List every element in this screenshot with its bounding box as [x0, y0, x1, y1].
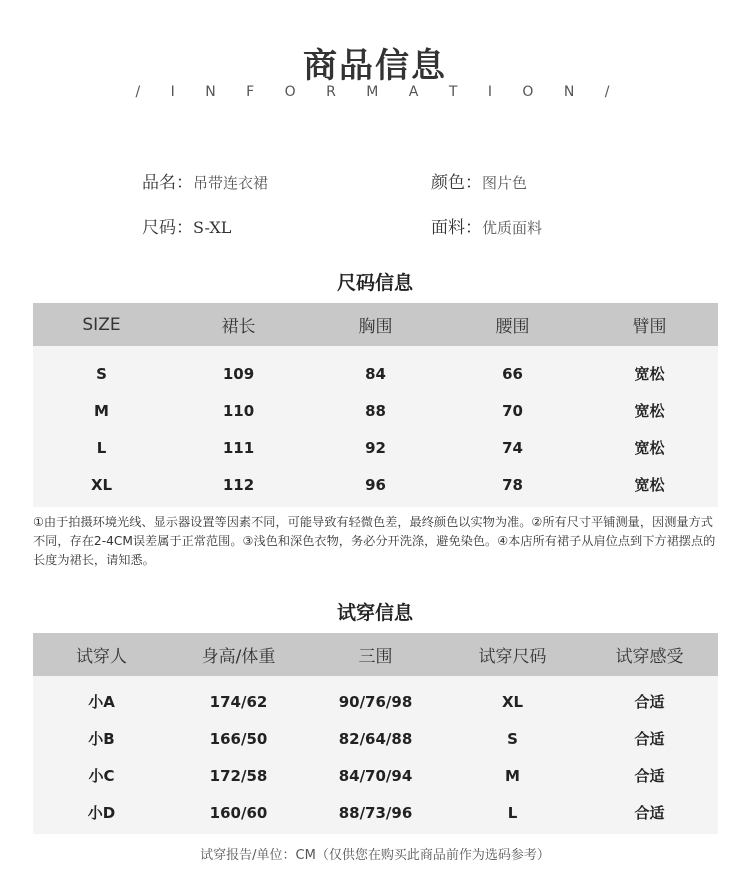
size-cell: 112 — [222, 475, 255, 494]
tryon-cell: 小A — [88, 693, 115, 711]
info-color-label: 颜色： — [431, 173, 482, 193]
size-cell: 109 — [222, 364, 255, 383]
size-table-header — [33, 303, 718, 346]
table-row — [33, 466, 718, 503]
info-size — [142, 213, 231, 238]
size-cell: L — [96, 438, 107, 457]
info-fabric — [431, 213, 542, 238]
page-subtitle: / I N F O R M A T I O N / — [135, 84, 623, 100]
size-col-header: 腰围 — [495, 317, 530, 337]
info-color-value: 图片色 — [482, 174, 528, 192]
tryon-table-header — [33, 633, 718, 676]
size-cell: S — [96, 364, 107, 383]
info-name — [142, 168, 268, 193]
size-cell: 70 — [502, 401, 523, 420]
tryon-cell: 合适 — [634, 767, 665, 785]
tryon-cell: S — [507, 729, 518, 748]
size-cell: 88 — [365, 401, 386, 420]
size-cell: 84 — [365, 364, 386, 383]
size-col-header: 臂围 — [632, 317, 667, 337]
tryon-cell: 合适 — [634, 693, 665, 711]
size-cell: 宽松 — [634, 439, 665, 457]
tryon-cell: 160/60 — [209, 803, 268, 822]
tryon-cell: 小D — [87, 804, 116, 822]
size-cell: 74 — [502, 438, 523, 457]
tryon-table — [33, 633, 718, 834]
size-cell: 96 — [365, 475, 386, 494]
info-size-label: 尺码： — [142, 218, 193, 238]
info-fabric-value: 优质面料 — [482, 219, 543, 237]
table-row — [33, 355, 718, 392]
tryon-cell: 合适 — [634, 804, 665, 822]
tryon-col-header: 身高/体重 — [201, 647, 276, 667]
info-name-value: 吊带连衣裙 — [193, 174, 269, 192]
tryon-cell: 小C — [88, 767, 115, 785]
table-row — [33, 720, 718, 757]
tryon-cell: XL — [501, 692, 524, 711]
tryon-cell: L — [507, 803, 518, 822]
size-note: ①由于拍摄环境光线、显示器设置等因素不同，可能导致有轻微色差，最终颜色以实物为准。②所有尺寸平铺测量，因测量方式不同，存在2-4CM误差属于正常范围。③浅色和深色衣物，务必分开洗涤，避免染色。④本店所有裙子从肩位点到下方裙摆点的长度为裙长，请知悉。 — [33, 515, 716, 567]
tryon-col-header: 试穿尺码 — [478, 647, 547, 667]
table-row — [33, 683, 718, 720]
table-row — [33, 794, 718, 831]
size-cell: 66 — [502, 364, 523, 383]
size-cell: XL — [90, 475, 113, 494]
info-size-value: S-XL — [193, 218, 232, 237]
size-cell: 宽松 — [634, 476, 665, 494]
size-cell: 111 — [222, 438, 255, 457]
size-col-header: 胸围 — [358, 317, 393, 337]
tryon-cell: M — [505, 766, 520, 785]
tryon-cell: 82/64/88 — [338, 729, 413, 748]
tryon-section-title: 试穿信息 — [336, 602, 413, 624]
tryon-col-header: 三围 — [358, 647, 393, 667]
table-row — [33, 429, 718, 466]
tryon-col-header: 试穿人 — [76, 647, 127, 667]
size-section-title: 尺码信息 — [336, 272, 413, 294]
info-color — [431, 168, 527, 193]
tryon-col-header: 试穿感受 — [615, 647, 684, 667]
table-row — [33, 392, 718, 429]
info-fabric-label: 面料： — [431, 218, 482, 238]
table-row — [33, 757, 718, 794]
size-col-header: 裙长 — [221, 317, 256, 337]
tryon-cell: 88/73/96 — [338, 803, 413, 822]
tryon-cell: 174/62 — [209, 692, 268, 711]
tryon-cell: 84/70/94 — [338, 766, 413, 785]
size-cell: 92 — [365, 438, 386, 457]
info-name-label: 品名： — [142, 173, 193, 193]
tryon-cell: 90/76/98 — [338, 692, 413, 711]
tryon-cell: 小B — [88, 730, 115, 748]
tryon-cell: 合适 — [634, 730, 665, 748]
tryon-cell: 166/50 — [209, 729, 268, 748]
footer-note: 试穿报告/单位：CM（仅供您在购买此商品前作为选码参考） — [200, 848, 550, 863]
page-title: 商品信息 — [303, 46, 447, 86]
size-col-header: SIZE — [82, 314, 121, 335]
size-cell: 宽松 — [634, 402, 665, 420]
size-table — [33, 303, 718, 507]
size-cell: 78 — [502, 475, 523, 494]
size-cell: M — [94, 401, 109, 420]
size-cell: 110 — [222, 401, 255, 420]
tryon-cell: 172/58 — [209, 766, 268, 785]
size-cell: 宽松 — [634, 365, 665, 383]
